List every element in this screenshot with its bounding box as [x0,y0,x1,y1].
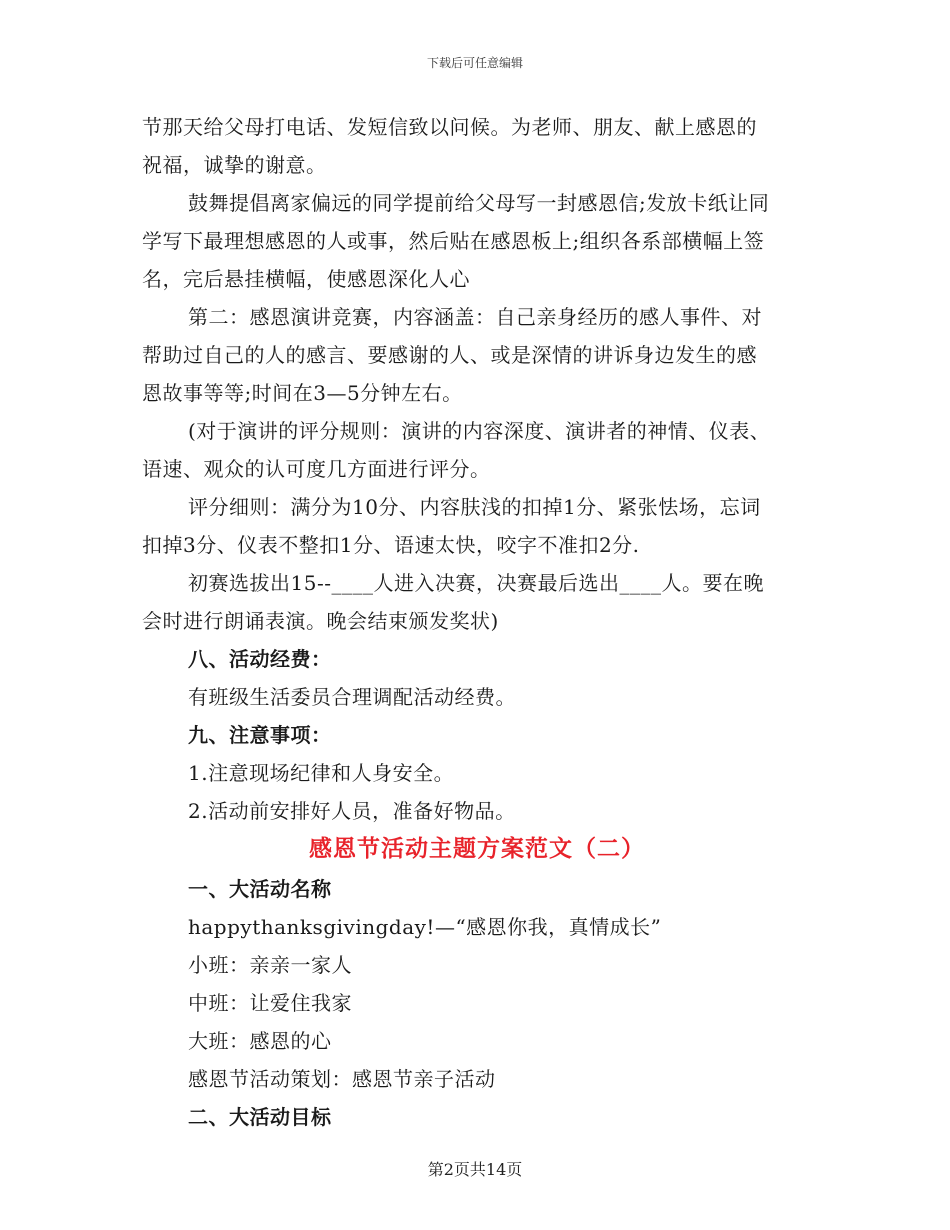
paragraph-line: 语速、观众的认可度几方面进行评分。 [142,457,491,481]
section-heading: 八、活动经费： [188,647,332,671]
paragraph-line: 第二：感恩演讲竞赛，内容涵盖：自己亲身经历的感人事件、对 [188,305,762,329]
paragraph-line: 中班：让爱住我家 [188,991,352,1015]
paragraph-line: 恩故事等等;时间在3—5分钟左右。 [142,381,463,405]
section-heading: 一、大活动名称 [188,877,332,901]
paragraph-line: (对于演讲的评分规则：演讲的内容深度、演讲者的神情、仪表、 [188,419,771,443]
page-footer: 第2页共14页 [427,1160,523,1179]
page-header: 下载后可任意编辑 [426,56,523,70]
list-item: 1.注意现场纪律和人身安全。 [188,761,455,785]
paragraph-line: 祝福，诚挚的谢意。 [142,153,327,177]
paragraph-line: 节那天给父母打电话、发短信致以问候。为老师、朋友、献上感恩的 [142,115,757,139]
paragraph-line: 初赛选拔出15--____人进入决赛，决赛最后选出____人。要在晚 [188,571,764,595]
document-title: 感恩节活动主题方案范文（二） [309,835,645,862]
paragraph-line: 学写下最理想感恩的人或事，然后贴在感恩板上;组织各系部横幅上签 [142,229,765,253]
paragraph-line: 会时进行朗诵表演。晚会结束颁发奖状) [142,609,499,633]
paragraph-line: 鼓舞提倡离家偏远的同学提前给父母写一封感恩信;发放卡纸让同 [188,191,770,215]
paragraph-line: 感恩节活动策划：感恩节亲子活动 [188,1067,496,1091]
paragraph-line: 小班：亲亲一家人 [188,953,352,977]
paragraph-line: 有班级生活委员合理调配活动经费。 [188,685,516,709]
paragraph-line: 帮助过自己的人的感言、要感谢的人、或是深情的讲诉身边发生的感 [142,343,757,367]
list-item: 2.活动前安排好人员，准备好物品。 [188,799,516,823]
paragraph-line: 扣掉3分、仪表不整扣1分、语速太快，咬字不准扣2分. [142,533,640,557]
section-heading: 九、注意事项： [188,723,332,747]
document-body [142,108,812,1136]
paragraph-line: 名，完后悬挂横幅，使感恩深化人心 [142,267,470,291]
section-heading: 二、大活动目标 [188,1105,332,1129]
paragraph-line: 大班：感恩的心 [188,1029,332,1053]
paragraph-line: 评分细则：满分为10分、内容肤浅的扣掉1分、紧张怯场，忘词 [188,495,761,519]
paragraph-line: happythanksgivingday!—“感恩你我，真情成长” [188,915,662,939]
